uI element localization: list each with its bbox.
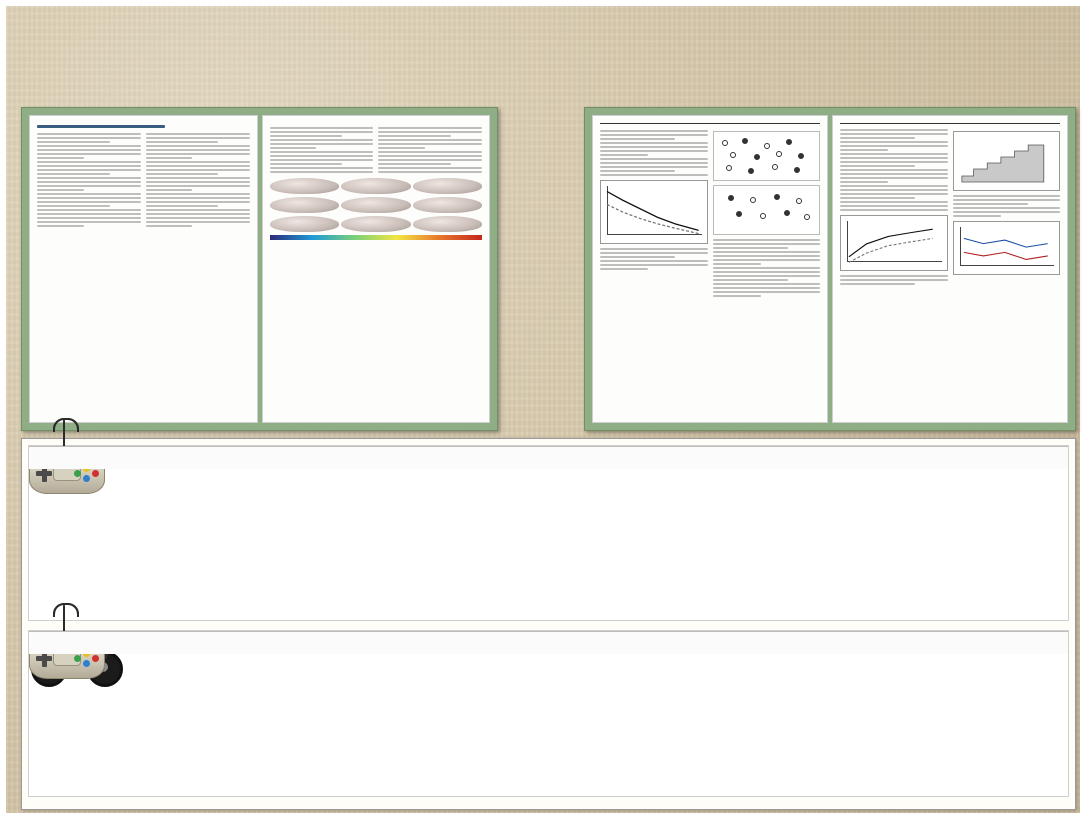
body-columns	[37, 131, 250, 229]
brain-figure-row-3	[270, 216, 483, 232]
header-rule	[37, 125, 165, 128]
paper-pages-haier	[29, 115, 490, 423]
brain-image	[413, 197, 483, 213]
spectrum-panel-top[interactable]	[28, 445, 1069, 621]
body-columns	[600, 127, 820, 299]
chart-curve	[845, 220, 943, 266]
brain-image	[341, 197, 411, 213]
x-axis-bottom	[29, 631, 1068, 654]
paper-thumbnail-haier[interactable]	[21, 107, 498, 431]
brain-image	[270, 216, 340, 232]
body-columns	[270, 125, 483, 175]
paper-page-2	[262, 115, 491, 423]
figure-staircase	[953, 131, 1061, 191]
colorbar-legend	[270, 235, 483, 240]
brain-image	[270, 178, 340, 194]
chart-curve	[958, 226, 1056, 270]
running-head	[840, 122, 1060, 124]
body-column-right	[953, 127, 1061, 287]
body-column-left	[840, 127, 948, 287]
paper-thumbnail-green[interactable]	[584, 107, 1076, 431]
dot-array	[717, 189, 817, 231]
grid-lines	[29, 446, 1068, 620]
dot-array	[717, 135, 817, 177]
brain-image	[341, 178, 411, 194]
brain-image	[270, 197, 340, 213]
body-column-right	[378, 125, 482, 175]
brain-image	[413, 216, 483, 232]
paper-page-1	[592, 115, 828, 423]
chart-curve	[605, 185, 703, 239]
body-column-left	[600, 127, 708, 299]
spectrum-panel-bottom[interactable]	[28, 630, 1069, 797]
figure-line-chart	[600, 180, 708, 244]
body-column-left	[270, 125, 374, 175]
paper-pages-green	[592, 115, 1068, 423]
brain-figure-row-1	[270, 178, 483, 194]
figure-line-chart-c	[953, 221, 1061, 275]
x-axis-top	[29, 446, 1068, 469]
body-column-right	[713, 127, 821, 299]
figure-dot-array-2	[713, 185, 821, 235]
paper-page-1	[29, 115, 258, 423]
body-columns	[840, 127, 1060, 287]
brain-image	[413, 178, 483, 194]
spectra-panel-group	[21, 438, 1076, 810]
figure-dot-array	[713, 131, 821, 181]
running-head	[600, 122, 820, 124]
paper-page-2	[832, 115, 1068, 423]
body-column-left	[37, 131, 141, 229]
staircase-shape	[958, 136, 1056, 186]
brain-figure-row-2	[270, 197, 483, 213]
grid-lines	[29, 631, 1068, 796]
figure-line-chart-b	[840, 215, 948, 271]
brain-image	[341, 216, 411, 232]
body-column-right	[146, 131, 250, 229]
